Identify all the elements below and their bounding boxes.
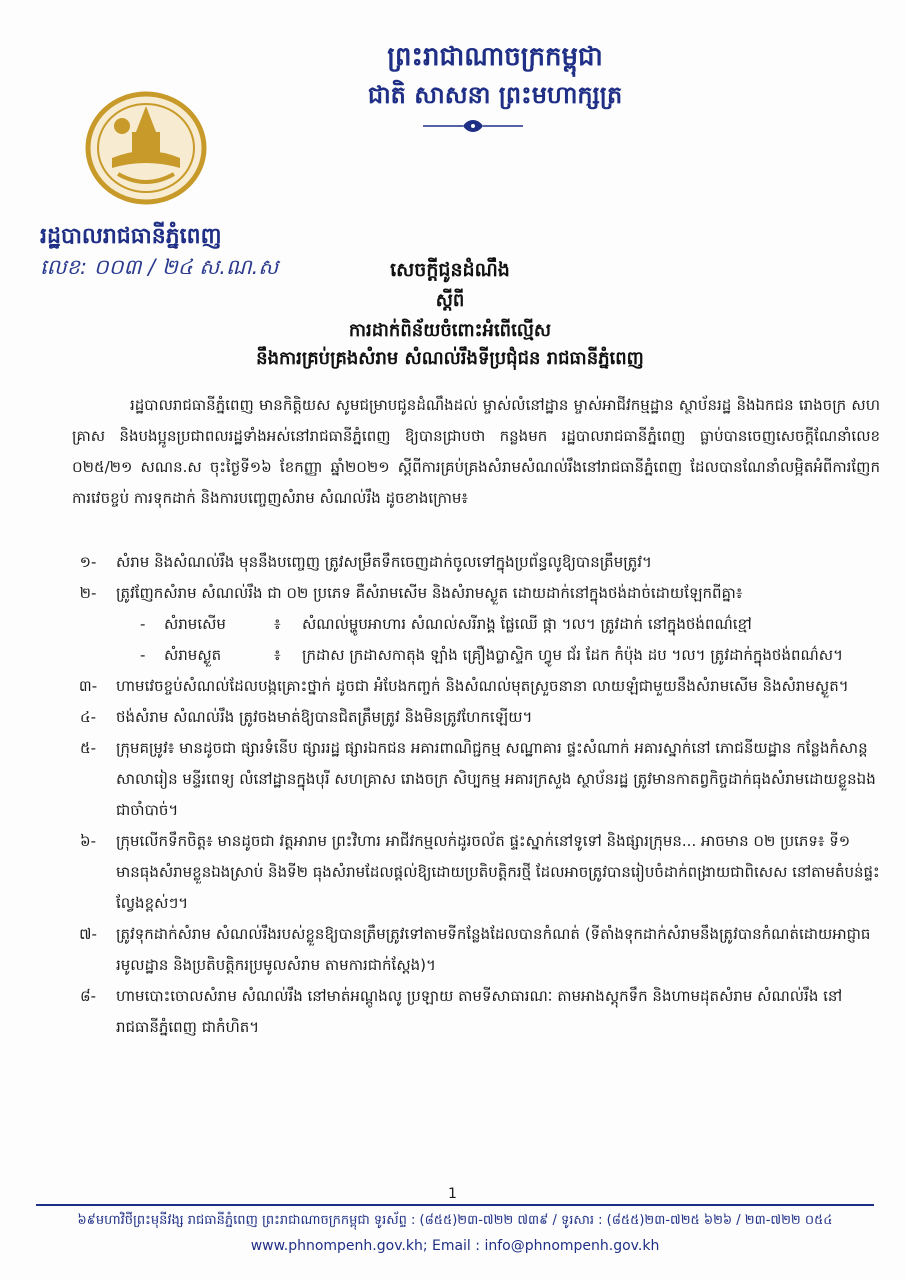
- notice-subtitle-about: ស្តីពី: [435, 290, 465, 311]
- sub-item-wet-waste: [140, 609, 882, 640]
- notice-subject-line-2: នឹងការគ្រប់គ្រងសំរាម សំណល់រឹងទីប្រជុំជន រាជធានីភ្នំពេញ: [256, 348, 644, 369]
- intro-paragraph: រដ្ឋបាលរាជធានីភ្នំពេញ មានកិត្តិយស សូមជម្រាបជូនដំណឹងដល់ ម្ចាស់លំនៅដ្ឋាន ម្ចាស់អាជីវកម្មដ្ឋាន ស្ថាប័នរដ្ឋ និងឯកជន រោងចក្រ សហគ្រាស និងបងប្អូនប្រជាពលរដ្ឋទាំងអស់នៅរាជធានីភ្នំពេញ ឱ្យបានជ្រាបថា កន្លងមក រដ្ឋបាលរាជធានីភ្នំពេញ ធ្លាប់បានចេញសេចក្តីណែនាំលេខ ០២៥/២១ សណន.ស ចុះថ្ងៃទី១៦ ខែកញ្ញា ឆ្នាំ២០២១ ស្តីពីការគ្រប់គ្រងសំរាមសំណល់រឹងនៅរាជធានីភ្នំពេញ ដែលបានណែនាំលម្អិតអំពីការញែក ការវេចខ្ចប់ ការទុកដាក់ និងការបញ្ចេញសំរាម សំណល់រឹង ដូចខាងក្រោម៖: [72, 396, 880, 507]
- kingdom-heading: ព្រះរាជាណាចក្រកម្ពុជា: [387, 42, 603, 72]
- item-text: ហាមវេចខ្ចប់សំណល់ដែលបង្កគ្រោះថ្នាក់ ដូចជា អំបែងកញ្ចក់ និងសំណល់មុតស្រួចនានា លាយឡំជាមួយនឹងសំរាមសើម និងសំរាមស្ងួត។: [116, 677, 849, 695]
- notice-subject-line-1: ការដាក់ពិន័យចំពោះអំពើល្មើស: [348, 320, 552, 341]
- sub-item-colon: ៖: [274, 615, 281, 633]
- ornament-divider-icon: [418, 116, 528, 136]
- item-text: ត្រូវញែកសំរាម សំណល់រឹង ជា ០២ ប្រភេទ គឺសំរាមសើម និងសំរាមស្ងួត ដោយដាក់នៅក្នុងថង់ដាច់ដោយឡែកពីគ្នា៖: [116, 584, 743, 602]
- sub-item-label: សំរាមសើម: [164, 615, 226, 633]
- item-text: ត្រូវទុកដាក់សំរាម សំណល់រឹងរបស់ខ្លួនឱ្យបានត្រឹមត្រូវទៅតាមទីកន្លែងដែលបានកំណត់ (ទីតាំងទុកដាក់សំរាមនឹងត្រូវបានកំណត់ដោយអាជ្ញាធរមូលដ្ឋាន និងប្រតិបត្តិករប្រមូលសំរាម តាមការជាក់ស្តែង)។: [116, 925, 871, 974]
- motto-heading: ជាតិ សាសនា ព្រះមហាក្សត្រ: [367, 81, 623, 109]
- sub-item-dash: -: [140, 615, 146, 633]
- phnom-penh-seal-icon: [82, 88, 210, 206]
- item-number: ៤-: [79, 708, 97, 726]
- item-number: ៧-: [79, 925, 97, 943]
- sub-item-colon: ៖: [274, 646, 281, 664]
- item-text: ថង់សំរាម សំណល់រឹង ត្រូវចងមាត់ឱ្យបានជិតត្រឹមត្រូវ និងមិនត្រូវហែកឡើយ។: [116, 708, 533, 726]
- item-number: ២-: [79, 584, 97, 602]
- list-item: [60, 733, 882, 826]
- item-number: ៥-: [79, 739, 97, 757]
- reference-number: លេខ: ០០៣ / ២៤ ស.ណ.ស: [40, 255, 279, 279]
- list-item: [60, 826, 882, 919]
- list-item: [60, 702, 882, 733]
- item-number: ៨-: [79, 987, 97, 1005]
- list-item: [60, 919, 882, 981]
- footer-address: ៦៩មហាវិថីព្រះមុនីវង្ស រាជធានីភ្នំពេញ ព្រះរាជាណាចក្រកម្ពុជា ទូរស័ព្ទ : (៨៥៥)២៣-៧២២ ៧៣៩ / ទូរសារ : (៨៥៥)២៣-៧២៥ ៦២៦ / ២៣-៧២២ ០៥៤: [77, 1213, 833, 1228]
- issuing-authority: រដ្ឋបាលរាជធានីភ្នំពេញ: [40, 224, 222, 249]
- item-text: សំរាម និងសំណល់រឹង មុននឹងបញ្ចេញ ត្រូវសម្រឹតទឹកចេញដាក់ចូលទៅក្នុងប្រព័ន្ធលូឱ្យបានត្រឹមត្រូវ។: [116, 553, 652, 571]
- list-item: [60, 578, 882, 609]
- page-number: 1: [448, 1186, 457, 1202]
- list-item: [60, 981, 882, 1043]
- instruction-list: [60, 547, 882, 1043]
- sub-item-text: ក្រដាស ក្រដាសកាតុង ឡាំង គ្រឿងប្លាស្ទិក ហ្វូម ជ័រ ដែក កំប៉ុង ដប ។ល។ ត្រូវដាក់ក្នុងថង់ពណ៌ស។: [302, 646, 843, 664]
- sub-item-dash: -: [140, 646, 146, 664]
- sub-item-dry-waste: [140, 640, 882, 671]
- item-text: ក្រុមលើកទឹកចិត្ត៖ មានដូចជា វត្តអារាម ព្រះវិហារ អាជីវកម្មលក់ដូរចល័ត ផ្ទះស្នាក់នៅទូទៅ និងផ្សារក្រុមន... អាចមាន ០២ ប្រភេទ៖ ទី១ មានធុងសំរាមខ្លួនឯងស្រាប់ និងទី២ ធុងសំរាមដែលផ្តល់ឱ្យដោយប្រតិបត្តិករថ្មី ដែលអាចត្រូវបានរៀបចំដាក់ពង្រាយជាពិសេស នៅតាមតំបន់ផ្ទះល្វែងខ្ពស់ៗ។: [116, 832, 880, 912]
- sub-item-text: សំណល់ម្ហូបអាហារ សំណល់សរីរាង្គ ផ្លែឈើ ផ្កា ។ល។ ត្រូវដាក់ នៅក្នុងថង់ពណ៌ខ្មៅ: [302, 615, 752, 633]
- item-number: ៣-: [78, 677, 98, 695]
- sub-item-label: សំរាមស្ងួត: [164, 646, 222, 664]
- list-item: [60, 547, 882, 578]
- list-item: [60, 671, 882, 702]
- item-number: ១-: [79, 553, 97, 571]
- notice-title: សេចក្តីជូនដំណឹង: [390, 259, 510, 281]
- item-text: ក្រុមគម្រូវ៖ មានដូចជា ផ្សារទំនើប ផ្សាររដ្ឋ ផ្សារឯកជន អគារពាណិជ្ជកម្ម សណ្ឋាគារ ផ្ទះសំណាក់ អគារស្នាក់នៅ ភោជនីយដ្ឋាន កន្លែងកំសាន្ត សាលារៀន មន្ទីរពេទ្យ លំនៅដ្ឋានក្នុងបុរី សហគ្រាស រោងចក្រ សិប្បកម្ម អគារក្រសួង ស្ថាប័នរដ្ឋ ត្រូវមានកាតព្វកិច្ចដាក់ធុងសំរាមដោយខ្លួនឯងជាចាំបាច់។: [116, 739, 876, 819]
- item-text: ហាមបោះចោលសំរាម សំណល់រឹង នៅមាត់អណ្តូងលូ ប្រឡាយ តាមទីសាធារណៈ តាមអាងស្តុកទឹក និងហាមដុតសំរាម សំណល់រឹង នៅរាជធានីភ្នំពេញ ជាកំហិត។: [116, 987, 843, 1036]
- footer-contact: www.phnompenh.gov.kh; Email : info@phnompenh.gov.kh: [250, 1238, 660, 1254]
- item-number: ៦-: [79, 832, 97, 850]
- footer-divider: [36, 1204, 874, 1206]
